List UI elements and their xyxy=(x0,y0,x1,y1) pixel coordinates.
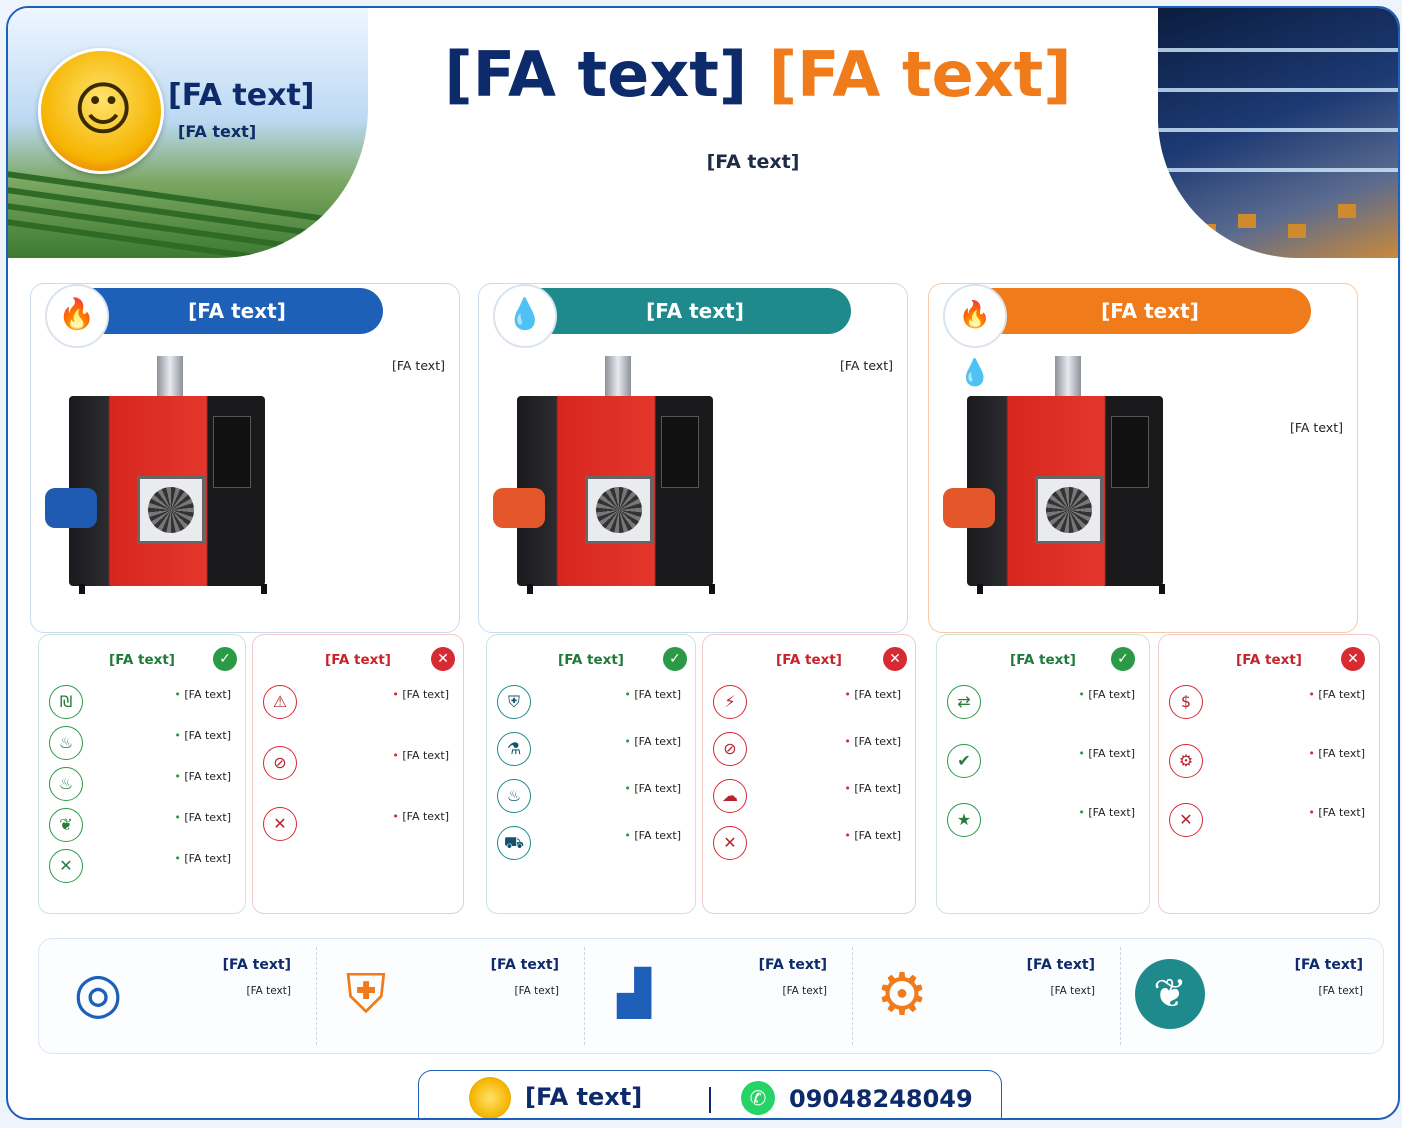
tools-icon: ✕ xyxy=(1169,803,1203,837)
dual-advantages-title: [FA text] xyxy=(1010,652,1076,668)
list-item: ★ [FA text] • xyxy=(945,801,1141,859)
title-part-2: [FA text] xyxy=(768,38,1072,111)
smoke-icon: ☁ xyxy=(713,779,747,813)
infographic-page xyxy=(6,6,1400,1120)
diesel-advantages-title: [FA text] xyxy=(558,652,624,668)
tools-icon: ✕ xyxy=(263,807,297,841)
diesel-heater-card xyxy=(478,283,908,633)
list-item: ⇄ [FA text] • xyxy=(945,683,1141,741)
shield-icon: ⛨ xyxy=(497,685,531,719)
tank-icon: ⊘ xyxy=(713,732,747,766)
list-item: ⊘ [FA text] • xyxy=(711,730,907,776)
tools-icon: ✕ xyxy=(49,849,83,883)
brand-tagline: [FA text] xyxy=(178,122,257,141)
list-item: ♨ [FA text] • xyxy=(47,724,237,764)
cross-icon: ✕ xyxy=(431,647,455,671)
list-item: ✕ [FA text] • xyxy=(261,805,455,865)
diesel-disadvantages-title: [FA text] xyxy=(776,652,842,668)
swap-icon: ⇄ xyxy=(947,685,981,719)
gear-icon: ⚙ xyxy=(876,960,928,1028)
title-part-1: [FA text] xyxy=(444,38,748,111)
list-item: ⚠ [FA text] • xyxy=(261,683,455,743)
benefit-eco: [FA text] [FA text] ❦ xyxy=(1120,947,1383,1045)
pipe-icon: ⚠ xyxy=(263,685,297,719)
whatsapp-icon[interactable]: ✆ xyxy=(741,1081,775,1115)
wallet-icon: ₪ xyxy=(49,685,83,719)
dual-card-title: [FA text] xyxy=(989,288,1311,334)
tank-icon: ⚗ xyxy=(497,732,531,766)
diesel-disadvantages-panel xyxy=(702,634,916,914)
check-icon: ✓ xyxy=(663,647,687,671)
diesel-card-title: [FA text] xyxy=(539,288,851,334)
no-gas-icon: ⊘ xyxy=(263,746,297,780)
gear-icon: ⚙ xyxy=(1169,744,1203,778)
list-item: ⛨ [FA text] • xyxy=(495,683,687,729)
brand-name: [FA text] xyxy=(168,78,315,113)
leaf-icon: ❦ xyxy=(1135,959,1205,1029)
list-item: ❦ [FA text] • xyxy=(47,806,237,846)
list-item: ⚙ [FA text] • xyxy=(1167,742,1371,800)
mascot-logo xyxy=(469,1077,511,1119)
benefit-smart-choice: [FA text] [FA text] ◎ xyxy=(49,947,311,1045)
gas-advantages-panel xyxy=(38,634,246,914)
list-item: ₪ [FA text] • xyxy=(47,683,237,723)
list-item: ✕ [FA text] • xyxy=(711,824,907,870)
benefit-efficiency: [FA text] [FA text] ▟ xyxy=(584,947,847,1045)
flame-icon: ♨ xyxy=(49,767,83,801)
list-item: ⚗ [FA text] • xyxy=(495,730,687,776)
dual-disadvantages-panel xyxy=(1158,634,1380,914)
list-item: ✕ [FA text] • xyxy=(1167,801,1371,859)
benefit-safety: [FA text] [FA text] ⛨ xyxy=(316,947,579,1045)
cross-icon: ✕ xyxy=(883,647,907,671)
benefit-durable: [FA text] [FA text] ⚙ xyxy=(852,947,1115,1045)
shield-check-icon: ✔ xyxy=(947,744,981,778)
list-item: ⚡ [FA text] • xyxy=(711,683,907,729)
list-item: ✕ [FA text] • xyxy=(47,847,237,887)
contact-footer xyxy=(418,1070,1002,1120)
dollar-icon: $ xyxy=(1169,685,1203,719)
tools-icon: ✕ xyxy=(713,826,747,860)
heater-image xyxy=(493,356,717,604)
heater-image xyxy=(943,356,1167,604)
list-item: $ [FA text] • xyxy=(1167,683,1371,741)
fuel-cost-icon: ⚡ xyxy=(713,685,747,719)
flame-icon: ♨ xyxy=(49,726,83,760)
heater-image xyxy=(45,356,269,604)
gas-card-title: [FA text] xyxy=(91,288,383,334)
list-item: ⛟ [FA text] • xyxy=(495,824,687,870)
footer-brand: [FA text] xyxy=(525,1083,643,1111)
mascot-logo xyxy=(38,48,164,174)
gas-disadvantages-title: [FA text] xyxy=(325,652,391,668)
drop-icon: 💧 xyxy=(493,284,557,348)
list-item: ⊘ [FA text] • xyxy=(261,744,455,804)
list-item: ♨ [FA text] • xyxy=(495,777,687,823)
truck-icon: ⛟ xyxy=(497,826,531,860)
gas-card-text: [FA text] xyxy=(391,358,445,373)
shield-check-icon: ⛨ xyxy=(345,962,387,1025)
page-title xyxy=(428,38,1088,111)
dual-card-text: [FA text] xyxy=(1289,420,1343,435)
intro-text: [FA text] xyxy=(706,151,800,173)
dual-disadvantages-title: [FA text] xyxy=(1236,652,1302,668)
leaf-icon: ❦ xyxy=(49,808,83,842)
list-item: ☁ [FA text] • xyxy=(711,777,907,823)
flame-icon: ♨ xyxy=(497,779,531,813)
warehouse-photo xyxy=(1158,8,1398,258)
flame-icon: 🔥 xyxy=(45,284,109,348)
check-icon: ✓ xyxy=(1111,647,1135,671)
diesel-advantages-panel xyxy=(486,634,696,914)
divider xyxy=(709,1087,711,1113)
bar-chart-icon: ▟ xyxy=(617,968,651,1019)
list-item: ♨ [FA text] • xyxy=(47,765,237,805)
gas-disadvantages-panel xyxy=(252,634,464,914)
list-item: ✔ [FA text] • xyxy=(945,742,1141,800)
gas-advantages-title: [FA text] xyxy=(109,652,175,668)
gas-heater-card xyxy=(30,283,460,633)
phone-number[interactable]: 09048248049 xyxy=(789,1085,973,1113)
check-icon: ✓ xyxy=(213,647,237,671)
flame-drop-icon: 🔥💧 xyxy=(943,284,1007,348)
dual-advantages-panel xyxy=(936,634,1150,914)
diesel-card-text: [FA text] xyxy=(839,358,893,373)
benefits-strip xyxy=(38,938,1384,1054)
dual-fuel-heater-card xyxy=(928,283,1358,633)
cross-icon: ✕ xyxy=(1341,647,1365,671)
target-icon: ◎ xyxy=(73,961,123,1026)
greenhouse-photo xyxy=(8,8,368,258)
star-icon: ★ xyxy=(947,803,981,837)
